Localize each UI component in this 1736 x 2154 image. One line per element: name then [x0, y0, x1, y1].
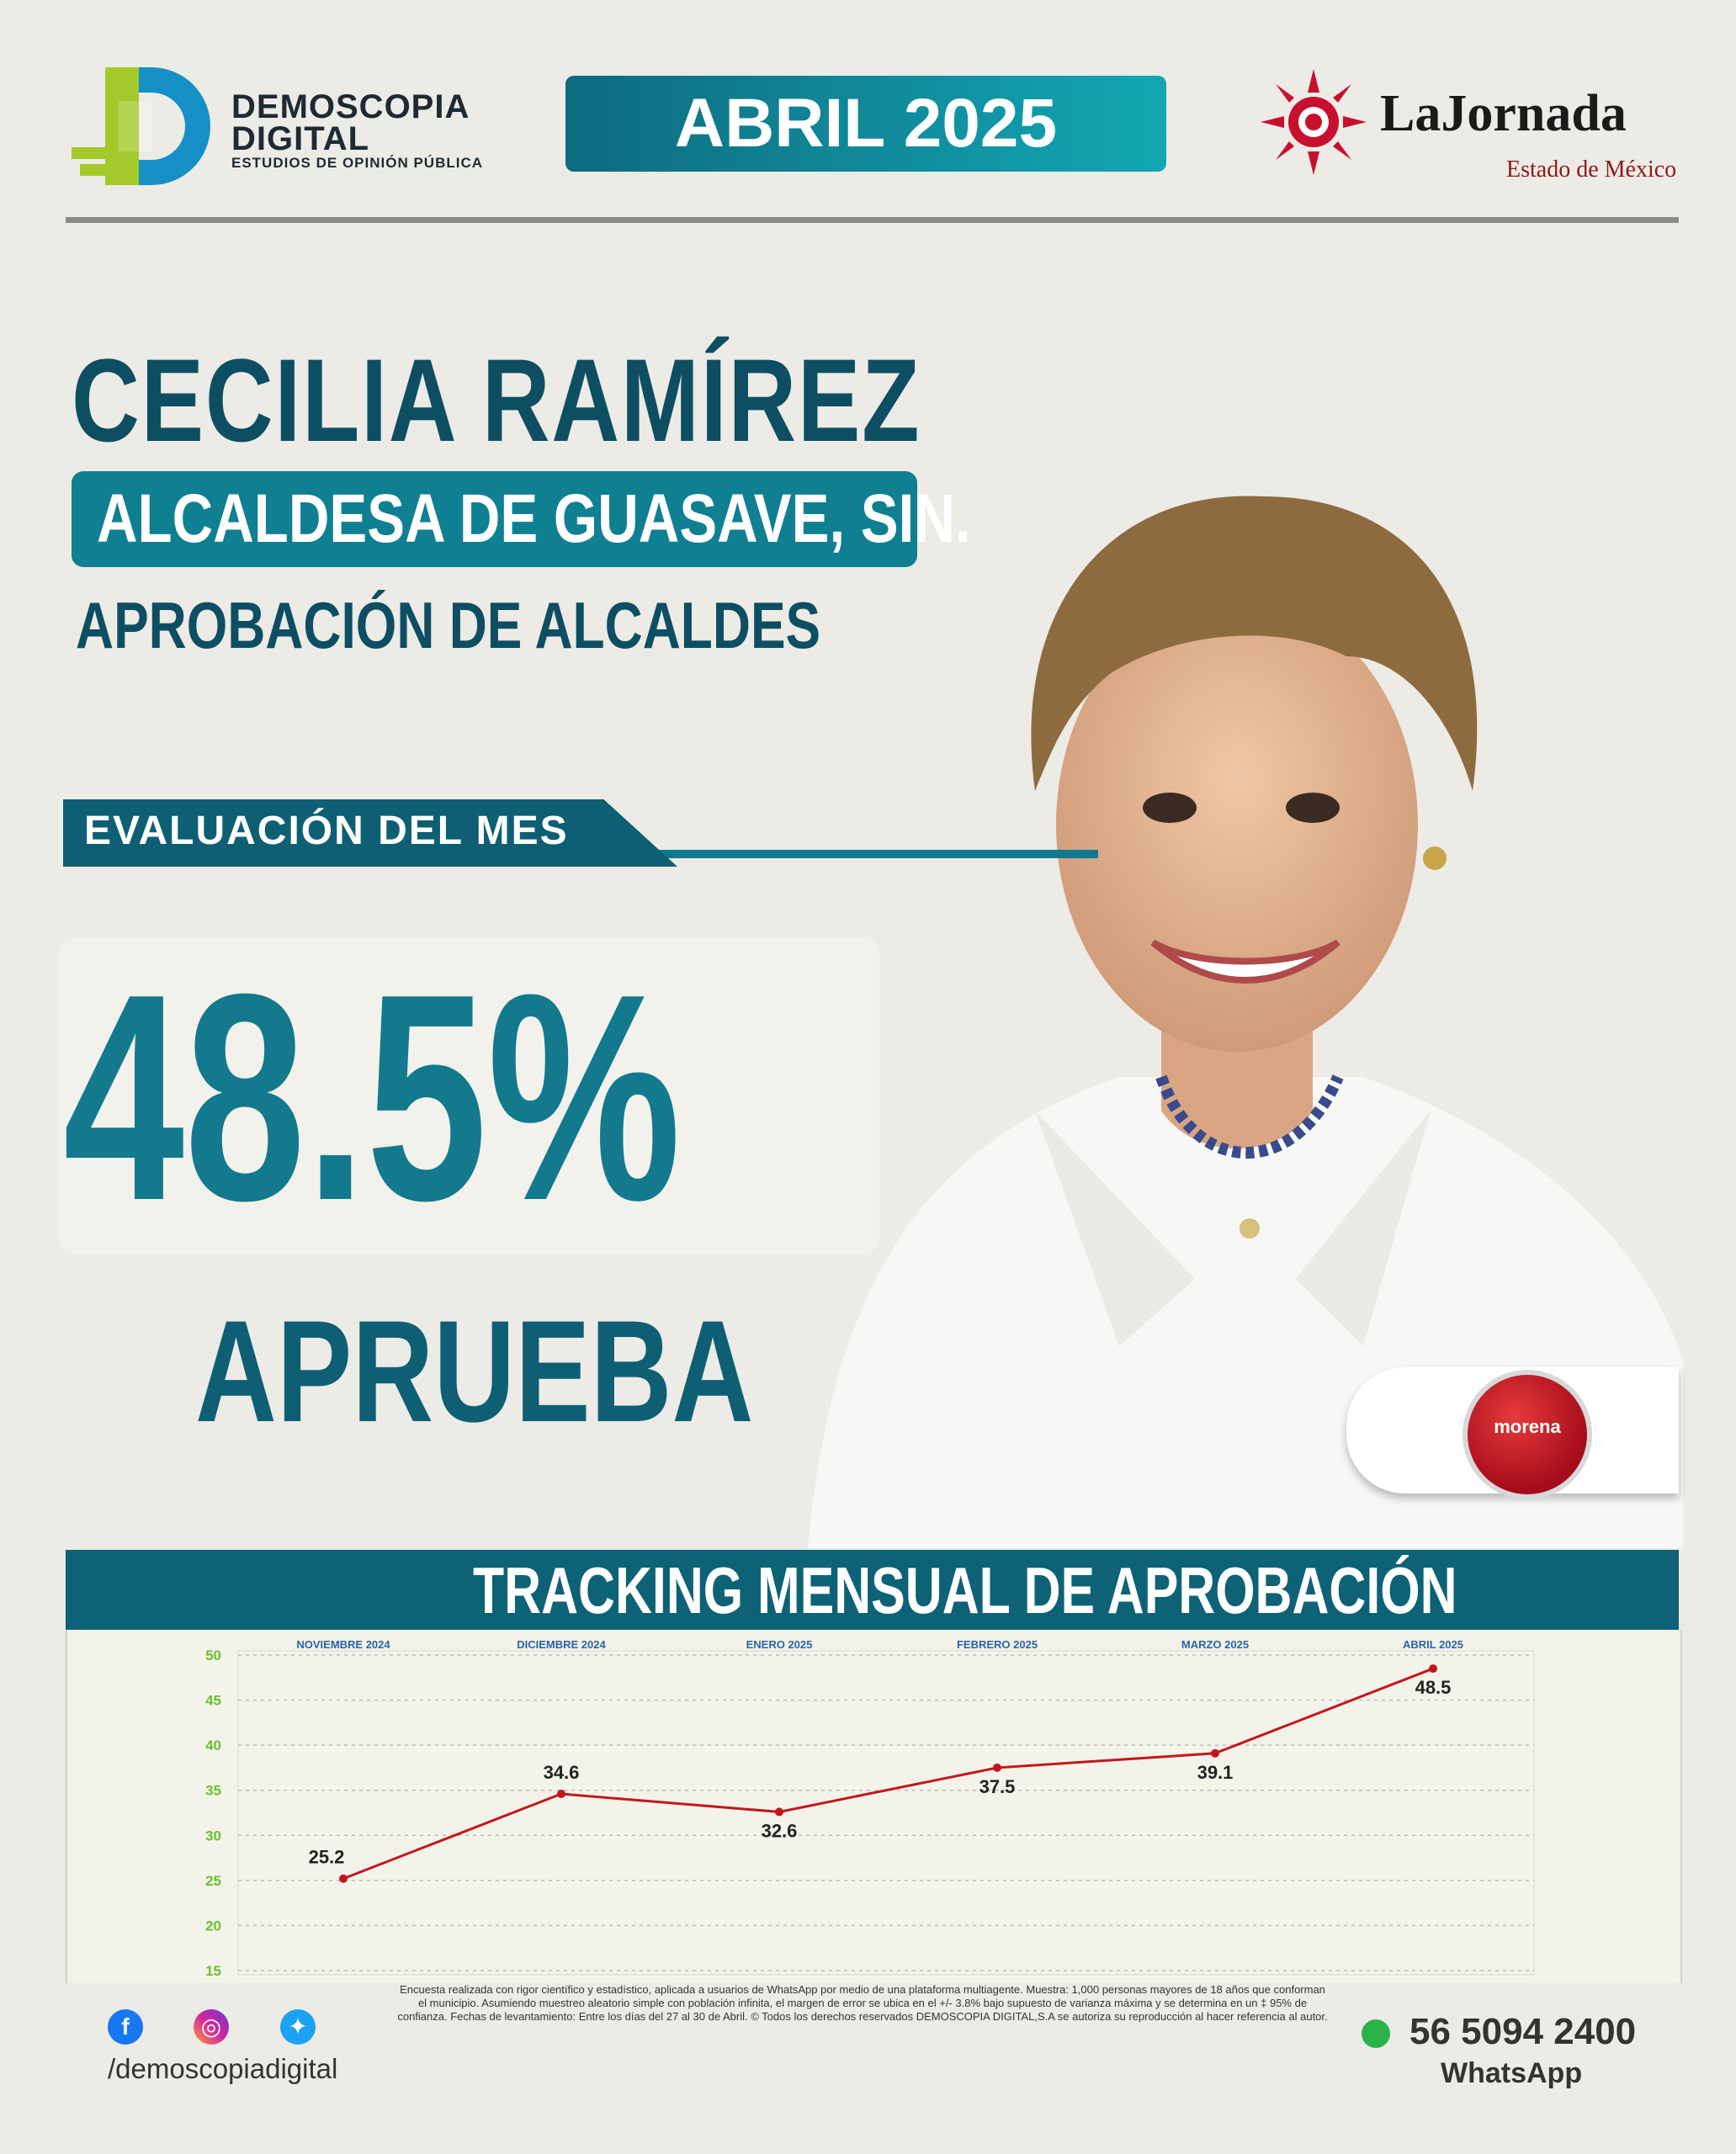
- date-badge: ABRIL 2025: [565, 76, 1166, 172]
- chart-title: TRACKING MENSUAL DE APROBACIÓN: [473, 1553, 1457, 1627]
- brand-name-line1: DEMOSCOPIA: [231, 88, 470, 125]
- brand-tagline: ESTUDIOS DE OPINIÓN PÚBLICA: [231, 155, 484, 171]
- y-tick-label: 35: [205, 1782, 221, 1799]
- approval-percentage: 48.5%: [63, 933, 682, 1262]
- partner-region: Estado de México: [1506, 157, 1677, 183]
- data-point: [1211, 1749, 1219, 1758]
- y-tick-label: 30: [205, 1828, 221, 1844]
- subject-name: CECILIA RAMÍREZ: [72, 334, 921, 466]
- contact-channel: WhatsApp: [1441, 2057, 1583, 2089]
- sun-logo-icon: [1259, 67, 1368, 177]
- header-divider: [66, 217, 1679, 223]
- x-category-label: FEBRERO 2025: [956, 1638, 1038, 1651]
- y-tick-label: 40: [205, 1738, 221, 1754]
- x-category-label: ENERO 2025: [746, 1638, 813, 1651]
- approval-line-chart: [66, 1630, 1679, 1983]
- data-point: [339, 1875, 348, 1883]
- x-category-label: ABRIL 2025: [1402, 1638, 1464, 1651]
- methodology-disclaimer: Encuesta realizada con rigor científico y estadístico, aplicada a usuarios de WhatsApp por medio de una plataforma multiagente. Muestra: 1,000 personas mayores de 18 años que conforman el municipio. Asumiendo muestreo aleatorio simple con población infinita, el margen de error se ubica en el +/- 3.8% bajo supuesto de varianza máxima y se determina en un ‡ 95% de confianza. Fechas de levantamiento: Entre los días del 27 al 30 de Abril. © Todos los derechos reservados DEMOSCOPIA DIGITAL,S.A se autoriza su reproducción al hacer referencia al autor.: [397, 1983, 1328, 2023]
- twitter-icon[interactable]: ✦: [280, 2009, 316, 2045]
- data-label: 25.2: [308, 1846, 345, 1868]
- y-tick-label: 15: [205, 1963, 221, 1979]
- x-category-label: MARZO 2025: [1181, 1638, 1250, 1651]
- subject-role: ALCALDESA DE GUASAVE, SIN.: [97, 480, 971, 557]
- contact-phone[interactable]: 56 5094 2400: [1410, 2011, 1637, 2052]
- y-tick-label: 20: [205, 1918, 221, 1934]
- plot-area: [238, 1651, 1534, 1975]
- evaluation-label: EVALUACIÓN DEL MES: [84, 809, 569, 853]
- facebook-icon[interactable]: f: [108, 2009, 143, 2045]
- data-label: 39.1: [1197, 1761, 1234, 1783]
- whatsapp-icon[interactable]: [1362, 2019, 1390, 2048]
- data-label: 32.6: [761, 1820, 798, 1842]
- data-label: 34.6: [543, 1762, 580, 1783]
- party-name: morena: [1494, 1416, 1561, 1437]
- x-category-label: DICIEMBRE 2024: [517, 1638, 606, 1651]
- y-tick-label: 25: [205, 1872, 221, 1889]
- brand-name-line2: DIGITAL: [231, 120, 370, 157]
- data-point: [775, 1807, 783, 1816]
- survey-title: APROBACIÓN DE ALCALDES: [76, 588, 821, 662]
- data-point: [1429, 1664, 1437, 1673]
- y-tick-label: 45: [205, 1692, 221, 1709]
- partner-name: LaJornada: [1380, 85, 1627, 142]
- instagram-icon[interactable]: ◎: [194, 2009, 229, 2045]
- data-point: [557, 1790, 565, 1798]
- data-label: 37.5: [979, 1775, 1016, 1797]
- x-category-label: NOVIEMBRE 2024: [296, 1638, 390, 1651]
- y-tick-label: 50: [205, 1647, 221, 1663]
- brand-name: [231, 88, 470, 157]
- data-label: 48.5: [1415, 1677, 1452, 1699]
- data-point: [993, 1764, 1001, 1772]
- approval-verdict: APRUEBA: [195, 1291, 754, 1452]
- social-handle[interactable]: /demoscopiadigital: [108, 2053, 338, 2084]
- demoscopia-logo-mark: [72, 67, 215, 185]
